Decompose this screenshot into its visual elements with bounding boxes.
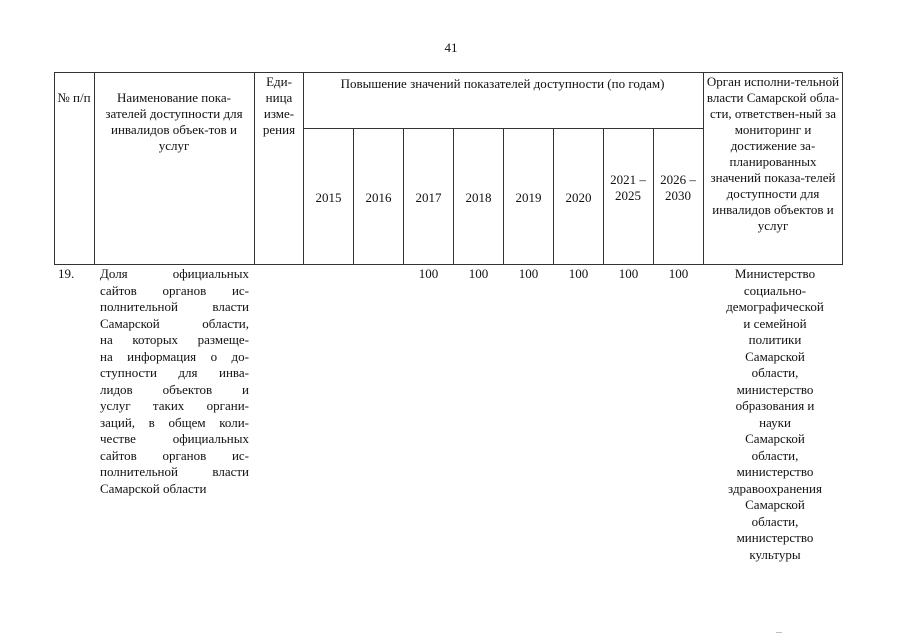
authority-line: министерство	[736, 464, 814, 479]
col-divider	[94, 72, 95, 264]
indicator-line: на которых размеще-	[100, 332, 249, 347]
indicator-line: Самарской области	[100, 480, 207, 496]
table-left-border	[54, 72, 55, 264]
indicator-line: полнительной власти	[100, 464, 249, 479]
value-cell: 100	[668, 266, 689, 281]
col-divider	[303, 72, 304, 264]
authority-line: и семейной	[743, 315, 807, 331]
header-bottom-border	[54, 264, 843, 265]
value-cell: 100	[518, 266, 539, 281]
year-header: 2017	[415, 190, 442, 205]
indicator-line: услуг таких органи-	[100, 398, 249, 413]
authority-line: Самарской	[745, 431, 805, 446]
authority-line: Министерство	[734, 266, 816, 281]
indicator-line: заций, в общем коли-	[100, 414, 249, 430]
indicator-line: сайтов органов ис-	[100, 447, 249, 463]
year-header: 2021 – 2025	[610, 172, 646, 203]
col-divider	[653, 128, 654, 264]
authority-line: Самарской	[745, 348, 805, 364]
year-header: 2020	[565, 190, 592, 205]
value-cell: 100	[468, 266, 489, 281]
value-cell: 100	[618, 266, 639, 281]
authority-line: Самарской	[745, 497, 805, 512]
table-top-border	[54, 72, 843, 73]
year-header: 2026 – 2030	[660, 172, 696, 203]
row-number: 19.	[58, 266, 75, 281]
header-num: № п/п	[57, 90, 91, 105]
indicator-line: полнительной власти	[100, 299, 249, 314]
col-divider	[703, 72, 704, 264]
col-divider	[603, 128, 604, 264]
authority-line: министерство	[736, 530, 814, 545]
year-header: 2015	[315, 190, 342, 205]
authority-line: культуры	[749, 546, 801, 562]
indicator-line: на информация о до-	[100, 348, 249, 364]
responsible-authority	[707, 266, 843, 563]
indicator-name	[100, 266, 249, 497]
authority-line: науки	[759, 414, 791, 430]
header-increase: Повышение значений показателей доступности (по годам)	[340, 76, 665, 91]
scan-artifact	[776, 632, 782, 633]
indicator-line: честве официальных	[100, 431, 249, 446]
header-indicator: Наименование пока-зателей доступности для инвалидов объек-тов и услуг	[105, 90, 243, 153]
indicator-line: ступности для инва-	[100, 365, 249, 380]
authority-line: области,	[751, 447, 799, 463]
value-cell: 100	[418, 266, 439, 281]
authority-line: демографической	[726, 299, 824, 314]
authority-line: области,	[751, 513, 799, 529]
authority-line: области,	[751, 365, 799, 380]
year-header: 2019	[515, 190, 542, 205]
page-number: 41	[444, 40, 458, 55]
authority-line: здравоохранения	[728, 480, 822, 496]
indicator-line: сайтов органов ис-	[100, 282, 249, 298]
year-header: 2018	[465, 190, 492, 205]
authority-line: социально-	[743, 282, 807, 298]
indicator-line: лидов объектов и	[100, 381, 249, 397]
header-authority: Орган исполни-тельной власти Самарской обла-сти, ответствен-ный за мониторинг и достижение за-планированных значений показа-телей доступности для инвалидов объектов и услуг	[706, 74, 840, 233]
header-unit: Еди-ница изме-рения	[262, 74, 296, 137]
indicator-line: Доля официальных	[100, 266, 249, 281]
table-right-border	[842, 72, 843, 264]
col-divider	[254, 72, 255, 264]
authority-line: политики	[748, 332, 802, 347]
indicator-line: Самарской области,	[100, 315, 249, 331]
authority-line: образования и	[735, 398, 815, 413]
authority-line: министерство	[736, 381, 814, 397]
year-header: 2016	[365, 190, 392, 205]
value-cell: 100	[568, 266, 589, 281]
